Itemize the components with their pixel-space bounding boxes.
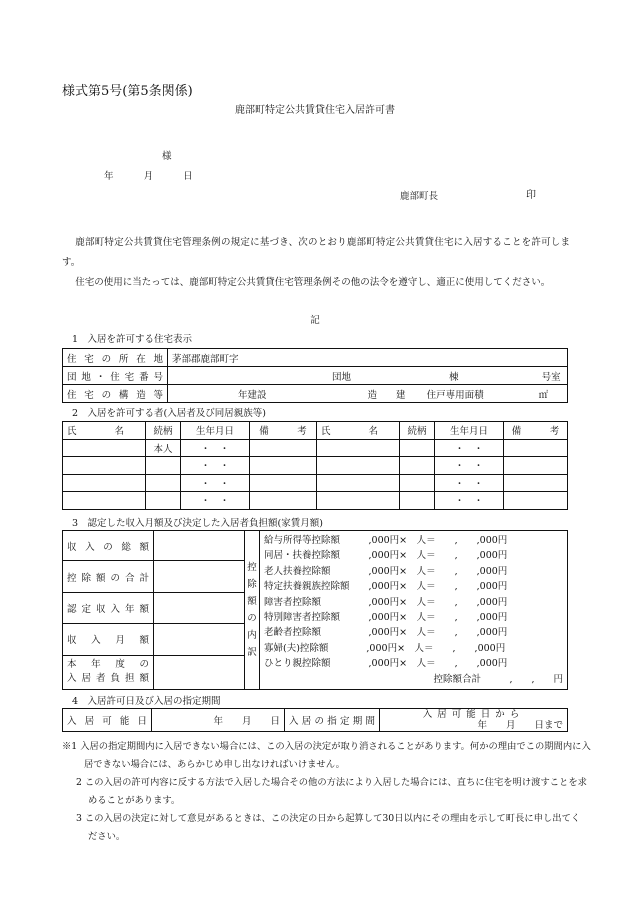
- table-row: [63, 439, 568, 457]
- document-title: 鹿部町特定公共賃貸住宅入居許可書: [235, 105, 395, 116]
- col-name-left: 氏 名: [63, 422, 146, 440]
- permit-date-label: 入居可能日: [67, 716, 147, 727]
- date-day: 日: [183, 171, 193, 182]
- complex-label: 団地・住宅番号: [67, 371, 163, 383]
- birth-dots: ・ ・: [181, 439, 250, 457]
- address-value: 茅部郡鹿部町字: [168, 349, 568, 367]
- issue-date: [104, 168, 193, 182]
- col-note-right: 備 考: [504, 422, 568, 440]
- total-income-label: 収入の総額: [67, 541, 149, 553]
- birth-dots: ・ ・: [435, 492, 504, 510]
- construction: 造 建: [367, 389, 406, 401]
- deduction-line: 老人扶養控除額 ,000円× 人＝ , ,000円: [264, 565, 508, 577]
- breakdown-lines: [260, 531, 568, 690]
- housing-table: [62, 348, 568, 403]
- deduction-line: 障害者控除額 ,000円× 人＝ , ,000円: [264, 596, 508, 608]
- period-label: 入居の指定期間: [289, 716, 375, 727]
- issuer: 鹿部町長: [400, 191, 439, 202]
- birth-dots: ・ ・: [181, 457, 250, 475]
- table-row: [63, 492, 568, 510]
- deduction-line: 特定扶養親族控除額 ,000円× 人＝ , ,000円: [264, 581, 508, 593]
- date-year: 年: [104, 171, 114, 182]
- section-2-heading: 2 入居を許可する者(入居者及び同居親族等): [72, 408, 266, 419]
- section-3-heading: 3 認定した収入月額及び決定した入居者負担額(家賃月額): [72, 518, 323, 529]
- note-2: [72, 774, 588, 810]
- self-label: 本人: [146, 439, 181, 457]
- note-text: この入居の許可内容に反する方法で入居した場合その他の方法により入居した場合には、直ちに住宅を明け渡すことを求めることがあります。: [84, 777, 587, 806]
- note-text: 入居の指定期間内に入居できない場合には、この入居の決定が取り消されることがあります。何かの理由でこの期間内に入居できない場合には、あらかじめ申し出なければいけません。: [80, 741, 591, 770]
- ki-marker: 記: [310, 315, 320, 326]
- room-unit: 号室: [541, 371, 561, 383]
- deduction-line: 老齢者控除額 ,000円× 人＝ , ,000円: [264, 627, 508, 639]
- complex-unit: 団地: [332, 371, 352, 383]
- complex-cell: [168, 367, 568, 385]
- deduction-line: ひとり親控除額 ,000円× 人＝ , ,000円: [264, 658, 508, 670]
- note-3: [72, 810, 588, 846]
- burden-label-2: 入居者負担額: [67, 673, 149, 685]
- col-birth-left: 生年月日: [181, 422, 250, 440]
- birth-dots: ・ ・: [181, 474, 250, 492]
- col-relation-right: 続柄: [400, 422, 435, 440]
- area-label: 住戸専用面積: [426, 389, 484, 401]
- structure-cell: [168, 385, 568, 403]
- income-table: [62, 530, 568, 690]
- address-label: 住宅の所在地: [67, 353, 163, 365]
- building-unit: 棟: [449, 371, 459, 383]
- body-paragraph-2: 住宅の使用に当たっては、鹿部町特定公共賃貸住宅管理条例その他の法令を遵守し、適正に使用してください。: [75, 277, 551, 288]
- note-mark: 3: [76, 813, 82, 824]
- note-mark: ※1: [62, 741, 78, 752]
- occupants-table: [62, 421, 568, 510]
- recipient-honorific: 様: [162, 151, 172, 162]
- birth-dots: ・ ・: [181, 492, 250, 510]
- period-table: [62, 708, 568, 732]
- birth-dots: ・ ・: [435, 474, 504, 492]
- deduction-sum: 控除額合計 , , 円: [433, 673, 563, 685]
- date-month: 月: [143, 171, 154, 182]
- body-paragraph-1: 鹿部町特定公共賃貸住宅管理条例の規定に基づき、次のとおり鹿部町特定公共賃貸住宅に入居することを許可します。: [62, 237, 570, 268]
- period-line-1: 入居可能日から: [422, 709, 525, 720]
- breakdown-label: 控除額の内訳: [245, 531, 260, 690]
- monthly-income-label: 収入月額: [67, 635, 149, 647]
- deduction-line: 同居・扶養控除額 ,000円× 人＝ , ,000円: [264, 550, 508, 562]
- form-number: 様式第5号(第5条関係): [62, 84, 193, 99]
- seal-mark: 印: [526, 190, 536, 201]
- col-relation-left: 続柄: [146, 422, 181, 440]
- note-mark: 2: [76, 777, 82, 788]
- deduction-total-label: 控除額の合計: [67, 572, 149, 584]
- birth-dots: ・ ・: [435, 457, 504, 475]
- deduction-line: 寡婦(夫)控除額 ,000円× 人＝ , ,000円: [264, 642, 506, 654]
- table-row: [63, 474, 568, 492]
- note-1: [62, 738, 594, 774]
- note-text: この入居の決定に対して意見があるときは、この決定の日から起算して30日以内にその理由を示して町長に申し出てください。: [84, 813, 581, 842]
- col-birth-right: 生年月日: [435, 422, 504, 440]
- period-line-2: 年 月 日まで: [477, 720, 563, 731]
- table-row: [63, 457, 568, 475]
- deduction-line: 特別障害者控除額 ,000円× 人＝ , ,000円: [264, 612, 508, 624]
- birth-dots: ・ ・: [435, 439, 504, 457]
- section-1-heading: 1 入居を許可する住宅表示: [72, 334, 193, 345]
- structure-label: 住宅の構造等: [67, 389, 163, 401]
- deduction-line: 給与所得等控除額 ,000円× 人＝ , ,000円: [264, 535, 508, 546]
- area-unit: ㎡: [538, 389, 549, 401]
- permit-date-value: 年 月 日: [152, 709, 285, 732]
- certified-annual-label: 認定収入年額: [67, 603, 149, 615]
- col-note-left: 備 考: [250, 422, 317, 440]
- burden-label-1: 本年度の: [67, 659, 149, 671]
- section-4-heading: 4 入居許可日及び入居の指定期間: [72, 696, 221, 707]
- col-name-right: 氏 名: [317, 422, 400, 440]
- built-year: 年建設: [238, 389, 267, 401]
